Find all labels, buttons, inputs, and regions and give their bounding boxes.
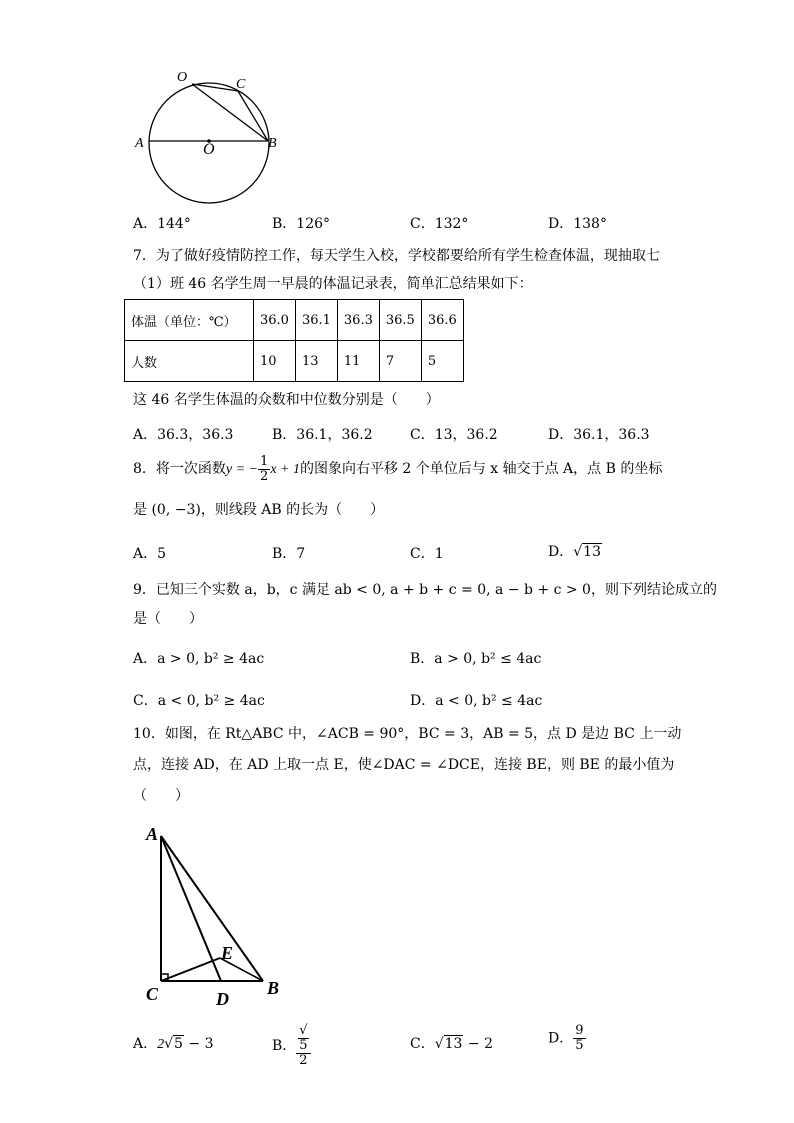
q7-option-c: C．13，36.2 [410, 427, 498, 443]
tri-label-e: E [221, 943, 234, 963]
q10-option-b-den: 2 [299, 1053, 308, 1068]
q6-option-c: C．132° [410, 216, 469, 232]
q10-option-d-den: 5 [575, 1038, 584, 1053]
q8-option-c: C．1 [410, 546, 444, 562]
table-cell: 人数 [125, 341, 254, 382]
table-cell: 5 [421, 341, 463, 382]
circle-label-d: O [177, 70, 188, 85]
q8-prefix: 8．将一次函数 [133, 461, 226, 477]
table-cell: 36.0 [254, 300, 296, 341]
chord-db [192, 84, 268, 141]
q9-option-c: C．a < 0, b² ≥ 4ac [133, 693, 265, 709]
table-cell: 36.5 [379, 300, 421, 341]
q10-option-c-label: C． [410, 1036, 435, 1052]
tri-label-d: D [216, 989, 229, 1009]
q8-option-d-radicand: 13 [583, 544, 601, 560]
q9-line2: 是（ ） [133, 611, 203, 627]
q7-line2: （1）班 46 名学生周一早晨的体温记录表，简单汇总结果如下： [133, 276, 533, 292]
table-cell: 体温（单位：℃） [125, 300, 254, 341]
q10-option-b [272, 1024, 311, 1068]
circle-label-c: C [236, 77, 246, 92]
temperature-table [124, 299, 464, 382]
q8-frac-den: 2 [260, 468, 269, 484]
q8-func-lhs: y = − [225, 462, 259, 477]
q10-option-b-fraction [296, 1024, 310, 1068]
table-row [125, 341, 464, 382]
q10-option-a-tail: − 3 [183, 1036, 214, 1052]
q7-line1: 7．为了做好疫情防控工作，每天学生入校，学校都要给所有学生检查体温，现抽取七 [133, 248, 660, 264]
tri-label-a: A [146, 824, 159, 844]
q10-option-a-label: A． [133, 1036, 158, 1052]
q8-line1 [133, 452, 662, 487]
circle-label-a: A [135, 136, 144, 151]
q10-option-d-label: D． [548, 1030, 574, 1047]
q7-line3: 这 46 名学生体温的众数和中位数分别是（ ） [133, 392, 440, 408]
table-cell: 36.1 [295, 300, 337, 341]
tri-label-c: C [146, 984, 159, 1004]
q10-option-c: C．√13 − 2 [410, 1036, 494, 1052]
q9-option-a: A．a > 0, b² ≥ 4ac [133, 651, 265, 667]
tri-label-b: B [267, 978, 280, 998]
q6-option-a: A．144° [133, 216, 191, 232]
q6-option-b: B．126° [272, 216, 331, 232]
q10-line3: （ ） [133, 788, 189, 804]
table-cell: 36.6 [421, 300, 463, 341]
q10-option-a-radicand: 5 [174, 1036, 183, 1052]
table-row [125, 300, 464, 341]
q8-suffix: 的图象向右平移 2 个单位后与 x 轴交于点 A，点 B 的坐标 [299, 461, 663, 477]
q7-option-a: A．36.3，36.3 [133, 427, 234, 443]
q10-line1: 10．如图，在 Rt△ABC 中，∠ACB = 90°，BC = 3，AB = 5，点 D 是边 BC 上一动 [133, 726, 682, 742]
q9-option-b: B．a > 0, b² ≤ 4ac [410, 651, 542, 667]
q10-option-d [548, 1024, 586, 1053]
circle-label-o: O [203, 141, 215, 158]
q8-option-d-label: D． [548, 544, 574, 560]
q10-line2: 点，连接 AD，在 AD 上取一点 E，使∠DAC = ∠DCE，连接 BE，则 BE 的最小值为 [133, 757, 675, 773]
circle-figure [130, 66, 290, 206]
q10-option-b-num: √ 5 [296, 1024, 310, 1054]
q8-option-d: D．√13 [548, 544, 601, 560]
q8-func-rhs: x + 1 [270, 462, 300, 477]
chord-cb [238, 91, 268, 141]
q10-option-d-fraction [573, 1024, 585, 1053]
q10-option-a-coef: 2 [157, 1037, 165, 1052]
q10-option-b-radicand: 5 [299, 1038, 308, 1053]
table-cell: 13 [295, 341, 337, 382]
q10-option-c-radicand: 13 [444, 1036, 463, 1052]
q10-option-d-num: 9 [575, 1023, 584, 1038]
q9-line1: 9．已知三个实数 a，b，c 满足 ab < 0, a + b + c = 0, a − b + c > 0，则下列结论成立的 [133, 582, 717, 598]
table-cell: 7 [379, 341, 421, 382]
q6-option-d: D．138° [548, 216, 607, 232]
table-cell: 10 [254, 341, 296, 382]
table-cell: 36.3 [337, 300, 379, 341]
segment-ce [161, 958, 220, 981]
circle-label-b: B [268, 136, 277, 151]
q10-option-b-label: B． [272, 1038, 297, 1054]
q10-option-a: A．2√5 − 3 [133, 1036, 214, 1052]
q8-option-b: B．7 [272, 546, 306, 562]
q8-fraction [258, 455, 270, 484]
q8-line2: 是 (0, −3)，则线段 AB 的长为（ ） [133, 502, 385, 518]
q8-frac-num: 1 [260, 453, 269, 469]
q8-option-a: A．5 [133, 546, 167, 562]
q9-option-d: D．a < 0, b² ≤ 4ac [410, 693, 543, 709]
q7-option-b: B．36.1，36.2 [272, 427, 373, 443]
q7-option-d: D．36.1，36.3 [548, 427, 650, 443]
triangle-figure [140, 818, 300, 1013]
q10-option-c-tail: − 2 [463, 1036, 494, 1052]
table-cell: 11 [337, 341, 379, 382]
